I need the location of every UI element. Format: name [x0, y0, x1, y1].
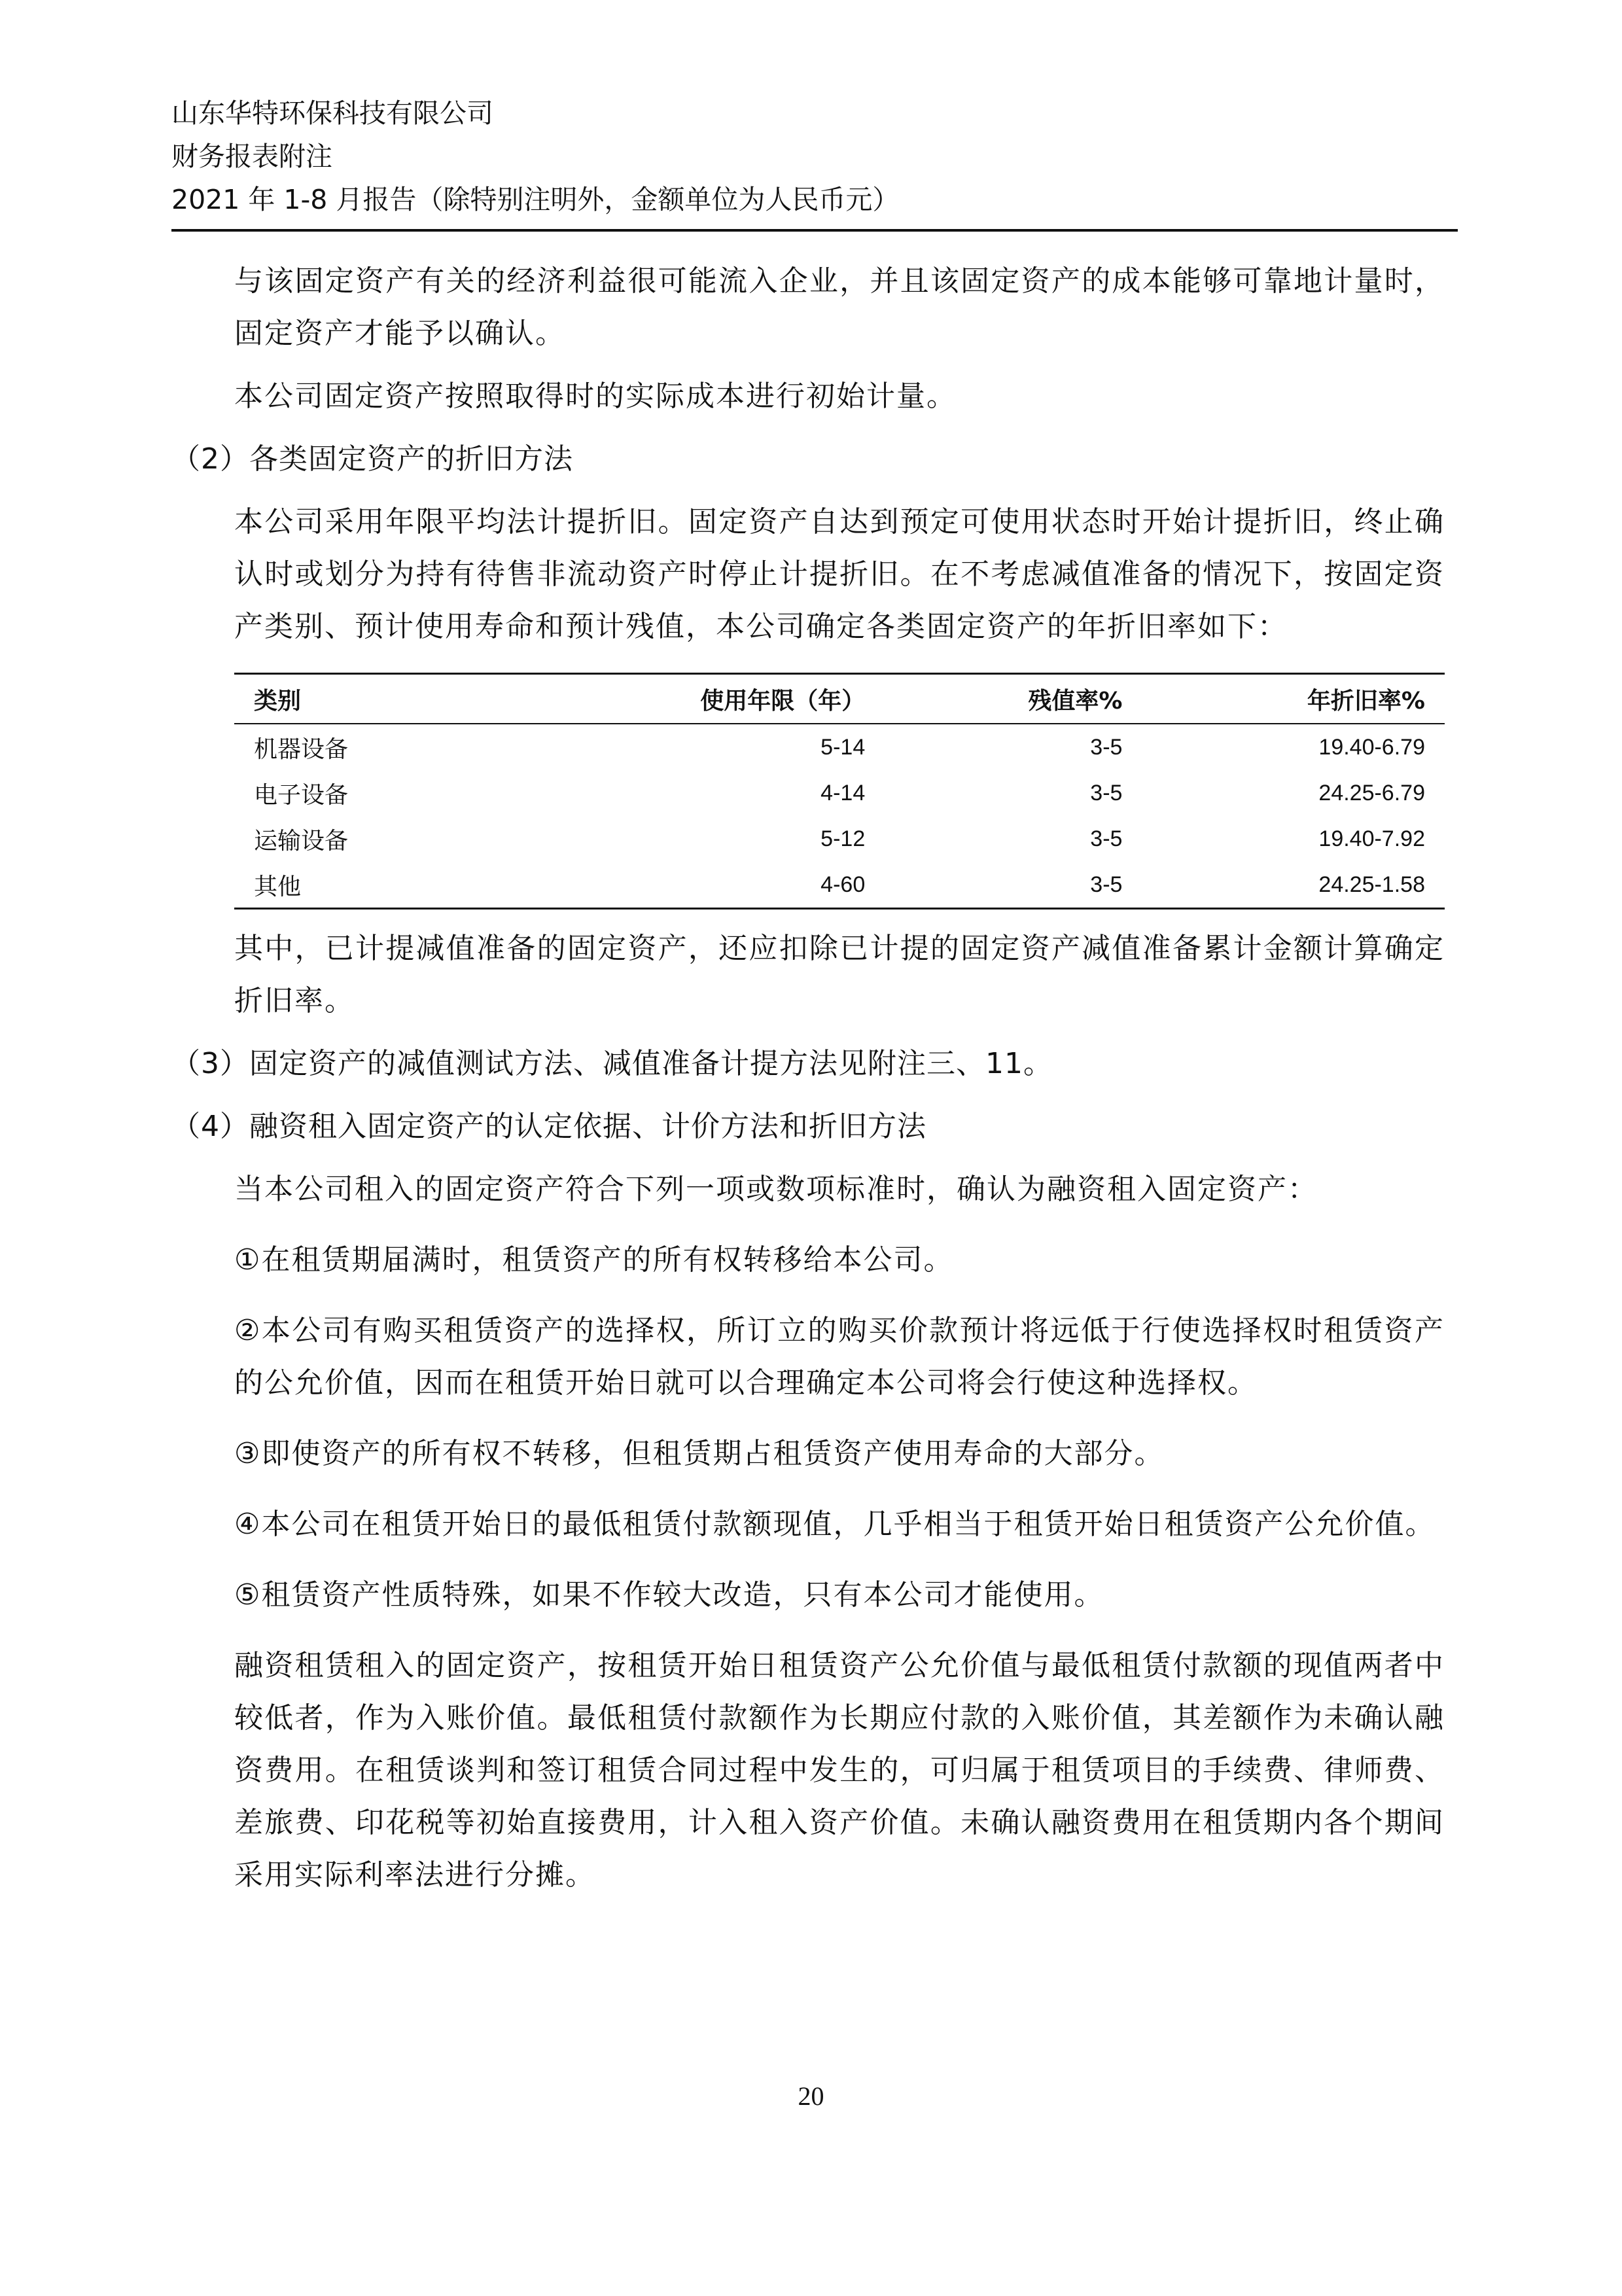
list-item-criterion-5: ⑤租赁资产性质特殊，如果不作较大改造，只有本公司才能使用。: [234, 1578, 1104, 1612]
column-header-residual-rate: 残值率%: [885, 674, 1142, 724]
heading-impairment-test: （3）固定资产的减值测试方法、减值准备计提方法见附注三、11。: [171, 1047, 1053, 1080]
table-cell-category: 运输设备: [254, 827, 349, 855]
list-item-criterion-2: ②本公司有购买租赁资产的选择权，所订立的购买价款预计将远低于行使选择权时租赁资产的公允价值，因而在租赁开始日就可以合理确定本公司将会行使这种选择权。: [234, 1314, 1445, 1400]
table-cell-useful-life: 4-14: [820, 780, 866, 805]
table-cell-annual-rate: 19.40-7.92: [1318, 826, 1425, 851]
column-header-useful-life: 使用年限（年）: [491, 674, 885, 724]
table-cell-residual-rate: 3-5: [1090, 780, 1123, 805]
page-header: [171, 92, 1458, 221]
company-name: 山东华特环保科技有限公司: [171, 97, 493, 129]
table-cell-residual-rate: 3-5: [885, 862, 1142, 909]
paragraph-recognition: 与该固定资产有关的经济利益很可能流入企业，并且该固定资产的成本能够可靠地计量时，固定资产才能予以确认。: [234, 264, 1445, 350]
table-cell-category: 机器设备: [254, 735, 349, 763]
table-cell-residual-rate: 3-5: [1090, 734, 1123, 760]
report-period: 2021 年 1-8 月报告（除特别注明外，金额单位为人民币元）: [171, 184, 900, 215]
page-body: [171, 249, 1458, 1912]
table-row: [234, 862, 1445, 909]
list-item-criterion-4: ④本公司在租赁开始日的最低租赁付款额现值，几乎相当于租赁开始日租赁资产公允价值。: [234, 1508, 1436, 1541]
table-cell-useful-life: 4-60: [491, 862, 885, 909]
table-cell-residual-rate: 3-5: [1090, 826, 1123, 851]
table-header-row: [234, 674, 1445, 724]
table-cell-category: 其他: [234, 862, 491, 909]
depreciation-rate-table: [234, 673, 1445, 910]
document-title: 财务报表附注: [171, 141, 332, 172]
heading-finance-lease: （4）融资租入固定资产的认定依据、计价方法和折旧方法: [171, 1110, 926, 1143]
table-row: [234, 816, 1445, 862]
table-cell-useful-life: 5-14: [820, 734, 866, 760]
table-cell-annual-rate: 24.25-1.58: [1142, 862, 1445, 909]
table-cell-annual-rate: 19.40-6.79: [1318, 734, 1425, 760]
column-header-category: 类别: [234, 674, 491, 724]
column-header-annual-rate: 年折旧率%: [1142, 674, 1445, 724]
table-cell-category: 电子设备: [254, 781, 349, 809]
table-row: [234, 770, 1445, 816]
paragraph-lease-accounting: 融资租赁租入的固定资产，按租赁开始日租赁资产公允价值与最低租赁付款额的现值两者中较低者，作为入账价值。最低租赁付款额作为长期应付款的入账价值，其差额作为未确认融资费用。在租赁谈判和签订租赁合同过程中发生的，可归属于租赁项目的手续费、律师费、差旅费、印花税等初始直接费用，计入租入资产价值。未确认融资费用在租赁期内各个期间采用实际利率法进行分摊。: [234, 1649, 1445, 1892]
table-row: [234, 724, 1445, 770]
page-number: 20: [798, 2081, 824, 2111]
heading-depreciation-method: （2）各类固定资产的折旧方法: [171, 442, 573, 476]
table-cell-useful-life: 5-12: [820, 826, 866, 851]
paragraph-lease-criteria: 当本公司租入的固定资产符合下列一项或数项标准时，确认为融资租入固定资产：: [234, 1173, 1318, 1206]
paragraph-impairment-note: 其中，已计提减值准备的固定资产，还应扣除已计提的固定资产减值准备累计金额计算确定折旧率。: [234, 932, 1445, 1017]
header-divider: [171, 229, 1458, 232]
list-item-criterion-1: ①在租赁期届满时，租赁资产的所有权转移给本公司。: [234, 1243, 954, 1277]
list-item-criterion-3: ③即使资产的所有权不转移，但租赁期占租赁资产使用寿命的大部分。: [234, 1437, 1165, 1470]
paragraph-initial-measurement: 本公司固定资产按照取得时的实际成本进行初始计量。: [234, 380, 957, 413]
paragraph-depreciation: 本公司采用年限平均法计提折旧。固定资产自达到预定可使用状态时开始计提折旧，终止确认时或划分为持有待售非流动资产时停止计提折旧。在不考虑减值准备的情况下，按固定资产类别、预计使用寿命和预计残值，本公司确定各类固定资产的年折旧率如下：: [234, 505, 1445, 643]
table-cell-annual-rate: 24.25-6.79: [1318, 780, 1425, 805]
